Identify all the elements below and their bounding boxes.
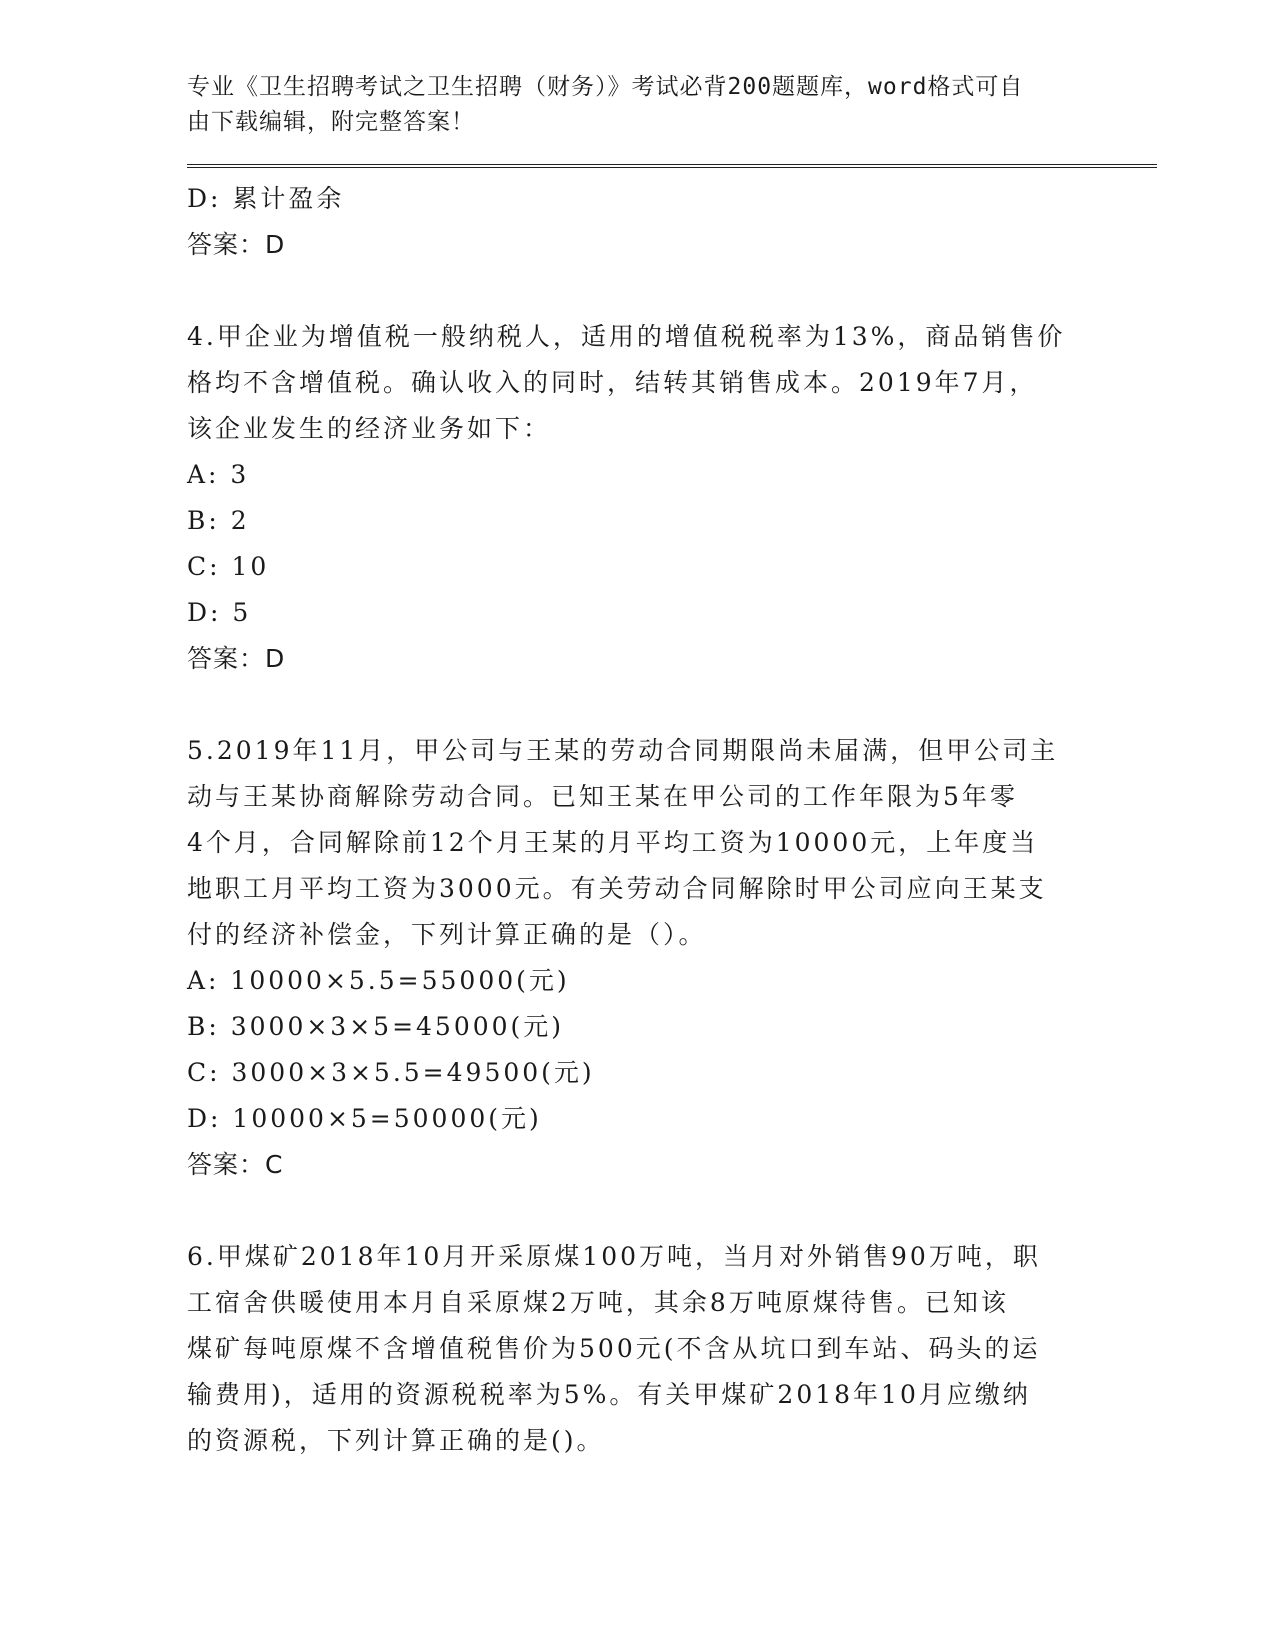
stem-line: 的资源税，下列计算正确的是()。: [187, 1426, 605, 1455]
option-a: A: 3: [187, 460, 250, 489]
question-5: [187, 728, 1157, 1188]
answer: 答案：D: [187, 230, 286, 259]
stem-line: 煤矿每吨原煤不含增值税售价为500元(不含从坑口到车站、码头的运: [187, 1334, 1041, 1363]
stem-line: 4.甲企业为增值税一般纳税人，适用的增值税税率为13%，商品销售价: [187, 322, 1066, 351]
stem-line: 6.甲煤矿2018年10月开采原煤100万吨，当月对外销售90万吨，职: [187, 1242, 1041, 1271]
answer: 答案：D: [187, 644, 286, 673]
stem-line: 付的经济补偿金，下列计算正确的是（）。: [187, 920, 707, 949]
stem-line: 输费用)，适用的资源税税率为5%。有关甲煤矿2018年10月应缴纳: [187, 1380, 1031, 1409]
answer: 答案：C: [187, 1150, 284, 1179]
document-page: [187, 70, 1157, 1464]
question-4: [187, 314, 1157, 682]
option-d: D: 累计盈余: [187, 184, 345, 213]
option-b: B: 3000×3×5=45000(元): [187, 1012, 565, 1041]
option-b: B: 2: [187, 506, 250, 535]
option-c: C: 3000×3×5.5=49500(元): [187, 1058, 595, 1087]
stem-line: 工宿舍供暖使用本月自采原煤2万吨，其余8万吨原煤待售。已知该: [187, 1288, 1009, 1317]
header-line-2: 由下载编辑，附完整答案！: [187, 109, 475, 135]
stem-line: 4个月，合同解除前12个月王某的月平均工资为10000元，上年度当: [187, 828, 1039, 857]
question-6: [187, 1234, 1157, 1464]
option-c: C: 10: [187, 552, 270, 581]
option-a: A: 10000×5.5=55000(元): [187, 966, 570, 995]
stem-line: 格均不含增值税。确认收入的同时，结转其销售成本。2019年7月，: [187, 368, 1038, 397]
option-d: D: 10000×5=50000(元): [187, 1104, 542, 1133]
question-3-tail: [187, 176, 1157, 268]
document-body: [187, 176, 1157, 1464]
stem-line: 地职工月平均工资为3000元。有关劳动合同解除时甲公司应向王某支: [187, 874, 1047, 903]
header-line-1: 专业《卫生招聘考试之卫生招聘（财务）》考试必背200题题库，word格式可自: [187, 74, 1024, 100]
stem-line: 5.2019年11月，甲公司与王某的劳动合同期限尚未届满，但甲公司主: [187, 736, 1059, 765]
stem-line: 该企业发生的经济业务如下：: [187, 414, 552, 443]
header-divider: [187, 164, 1157, 168]
question-stem: [187, 728, 1097, 958]
question-stem: [187, 314, 1097, 452]
stem-line: 动与王某协商解除劳动合同。已知王某在甲公司的工作年限为5年零: [187, 782, 1018, 811]
option-d: D: 5: [187, 598, 252, 627]
question-stem: [187, 1234, 1097, 1464]
document-header: [187, 70, 1067, 140]
